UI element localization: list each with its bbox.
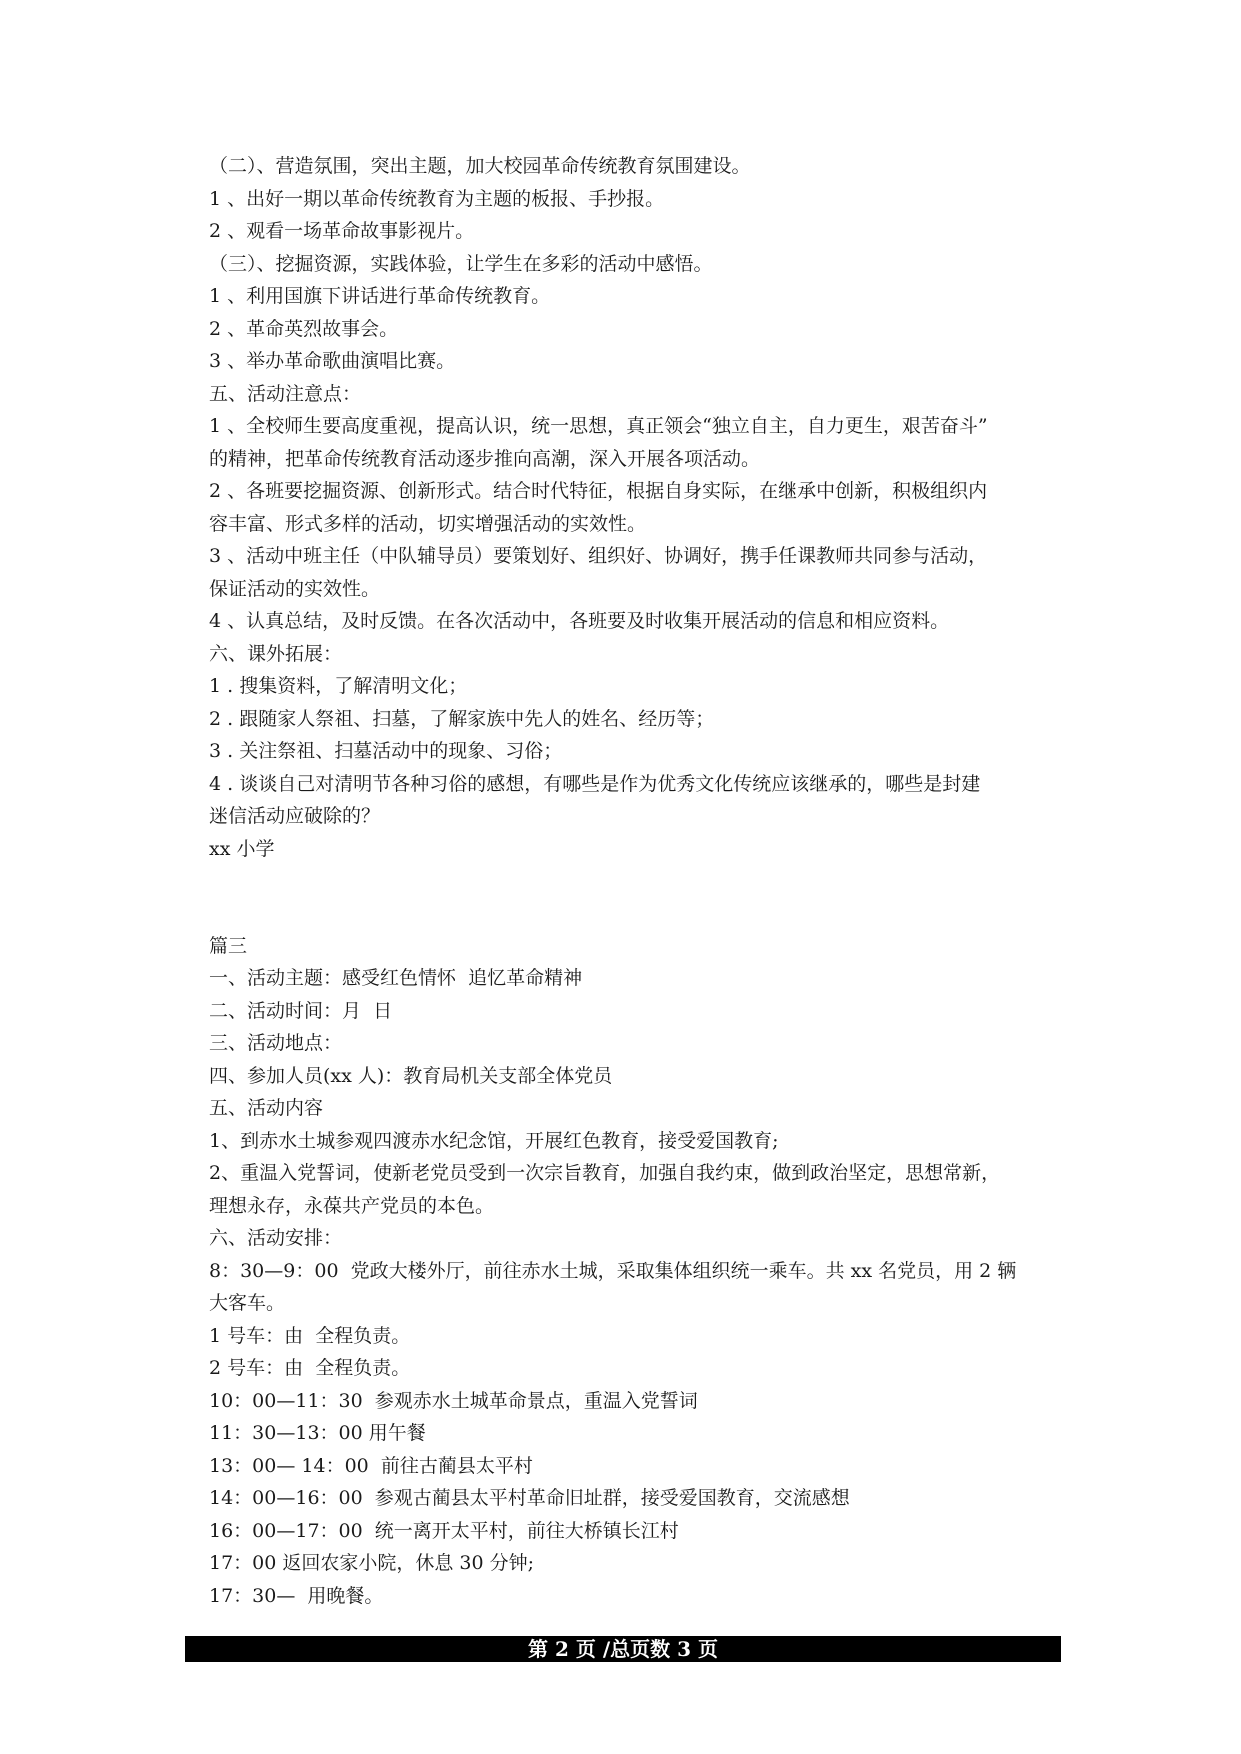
blank-line [209,881,1069,914]
text-line: 11：30—13：00 用午餐 [209,1422,426,1444]
text-line: 17：00 返回农家小院，休息 30 分钟; [209,1552,535,1574]
text-line: 2 、革命英烈故事会。 [209,317,399,340]
text-line: 篇三 [209,934,248,957]
text-line: xx 小学 [209,837,275,860]
text-line: 1 、利用国旗下讲话进行革命传统教育。 [209,285,551,307]
text-line: 1 号车：由 全程负责。 [209,1324,411,1347]
text-line: 二、活动时间：月 日 [209,999,393,1022]
page-number-text: 第 2 页 /总页数 3 页 [528,1637,718,1661]
text-line: 理想永存，永葆共产党员的本色。 [209,1194,495,1217]
text-line: 2 号车：由 全程负责。 [209,1357,411,1379]
text-line: 3 、举办革命歌曲演唱比赛。 [209,350,456,372]
text-line: 的精神，把革命传统教育活动逐步推向高潮，深入开展各项活动。 [209,447,761,470]
text-line: 四、参加人员(xx 人)：教育局机关支部全体党员 [209,1064,613,1087]
text-line: 保证活动的实效性。 [209,577,381,600]
text-line: 3 . 关注祭祖、扫墓活动中的现象、习俗； [209,740,563,762]
text-line: 六、活动安排： [209,1227,343,1249]
text-line: 五、活动内容 [209,1097,324,1119]
text-line: 2 、各班要挖掘资源、创新形式。结合时代特征，根据自身实际，在继承中创新，积极组织内 [209,480,988,502]
text-line: 8：30—9：00 党政大楼外厅，前往赤水土城，采取集体组织统一乘车。共 xx 名党员，用 2 辆 [209,1259,1017,1282]
text-line: （二）、营造氛围，突出主题，加大校园革命传统教育氛围建设。 [209,155,751,177]
text-line: 2 、观看一场革命故事影视片。 [209,220,475,242]
text-line: 14：00—16：00 参观古蔺县太平村革命旧址群，接受爱国教育，交流感想 [209,1487,850,1509]
text-line: 迷信活动应破除的？ [209,805,381,827]
text-line: 4 、认真总结，及时反馈。在各次活动中，各班要及时收集开展活动的信息和相应资料。 [209,610,950,632]
text-line: 1 、全校师生要高度重视，提高认识，统一思想，真正领会“独立自主，自力更生，艰苦奋斗” [209,415,988,437]
text-line: 大客车。 [209,1292,286,1314]
document-body [209,150,1069,1612]
text-line: 六、课外拓展： [209,642,343,665]
text-line: 1、到赤水土城参观四渡赤水纪念馆，开展红色教育，接受爱国教育; [209,1129,779,1152]
text-line: 10：00—11：30 参观赤水土城革命景点，重温入党誓词 [209,1389,698,1412]
text-line: 2 . 跟随家人祭祖、扫墓，了解家族中先人的姓名、经历等； [209,707,715,730]
page-footer [185,1636,1061,1662]
text-line: 16：00—17：00 统一离开太平村，前往大桥镇长江村 [209,1519,679,1542]
text-line: 一、活动主题：感受红色情怀 追忆革命精神 [209,967,583,989]
text-line: 五、活动注意点： [209,382,362,405]
text-line: 3 、活动中班主任（中队辅导员）要策划好、组织好、协调好，携手任课教师共同参与活动， [209,545,988,567]
text-line: 容丰富、形式多样的活动，切实增强活动的实效性。 [209,512,647,535]
text-line: 2、重温入党誓词，使新老党员受到一次宗旨教育，加强自我约束，做到政治坚定，思想常新， [209,1162,1001,1184]
text-line: 4 . 谈谈自己对清明节各种习俗的感想，有哪些是作为优秀文化传统应该继承的，哪些是封建 [209,772,981,795]
text-line: 三、活动地点： [209,1032,343,1054]
text-line: 13：00— 14：00 前往古蔺县太平村 [209,1454,533,1477]
text-line: 1 、出好一期以革命传统教育为主题的板报、手抄报。 [209,187,665,210]
text-line: 17：30— 用晚餐。 [209,1584,384,1607]
text-line: 1 . 搜集资料，了解清明文化； [209,675,468,697]
text-line: （三）、挖掘资源，实践体验，让学生在多彩的活动中感悟。 [209,252,713,275]
